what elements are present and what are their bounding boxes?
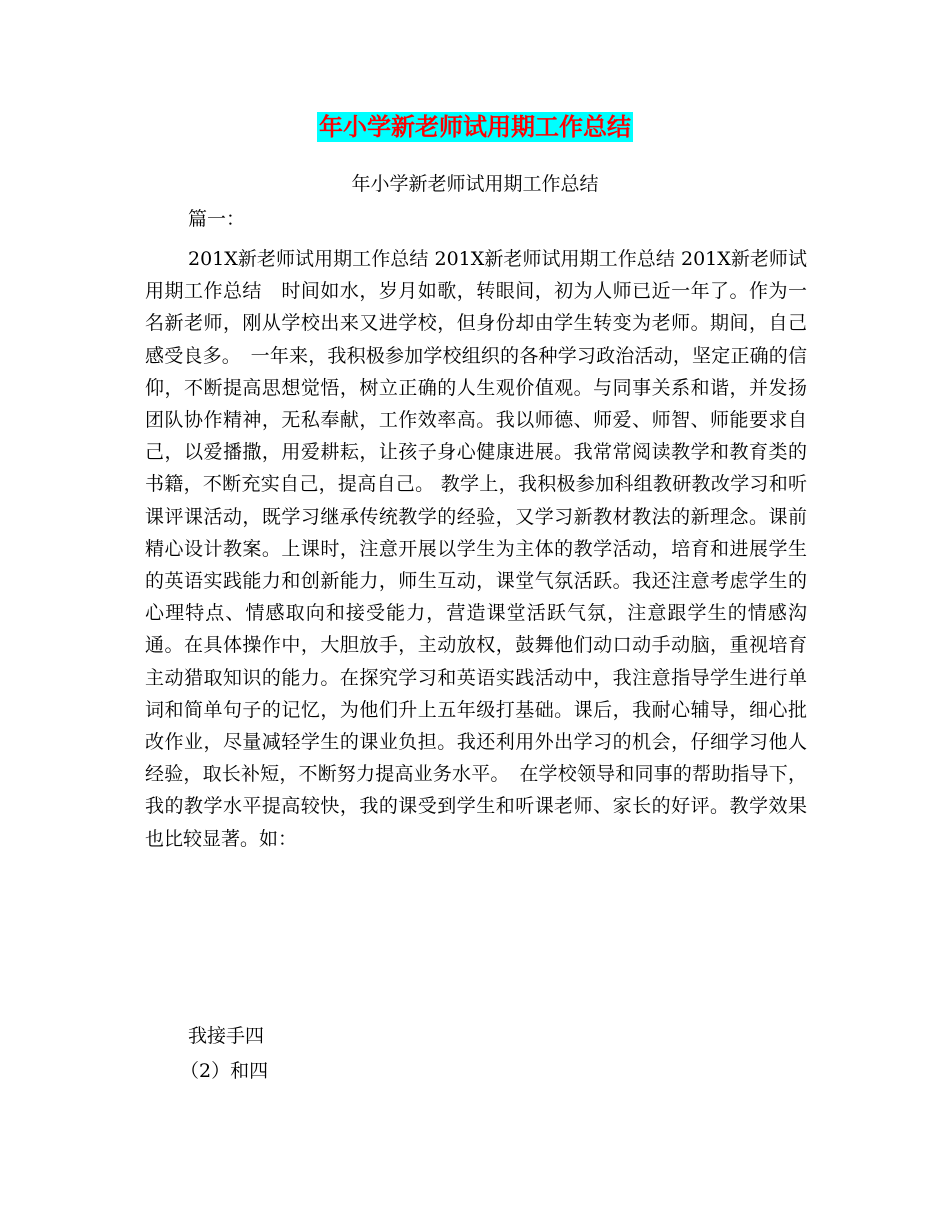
- body-line-2: （2）和四: [180, 1060, 269, 1082]
- body-paragraph: 201X新老师试用期工作总结 201X新老师试用期工作总结 201X新老师试用期工作总结 时间如水，岁月如歌，转眼间，初为人师已近一年了。作为一名新老师，刚从学校出来又进学校，但身份却由学生转变为老师。期间，自己感受良多。 一年来，我积极参加学校组织的各种学习政治活动，坚定正确的信仰，不断提高思想觉悟，树立正确的人生观价值观。与同事关系和谐，并发扬团队协作精神，无私奉献，工作效率高。我以师德、师爱、师智、师能要求自己，以爱播撒，用爱耕耘，让孩子身心健康进展。我常常阅读教学和教育类的书籍，不断充实自己，提高自己。 教学上，我积极参加科组教研教改学习和听课评课活动，既学习继承传统教学的经验，又学习新教材教法的新理念。课前精心设计教案。上课时，注意开展以学生为主体的教学活动，培育和进展学生的英语实践能力和创新能力，师生互动，课堂气氛活跃。我还注意考虑学生的心理特点、情感取向和接受能力，营造课堂活跃气氛，注意跟学生的情感沟通。在具体操作中，大胆放手，主动放权，鼓舞他们动口动手动脑，重视培育主动猎取知识的能力。在探究学习和英语实践活动中，我注意指导学生进行单词和简单句子的记忆，为他们升上五年级打基础。课后，我耐心辅导，细心批改作业，尽量减轻学生的课业负担。我还利用外出学习的机会，仔细学习他人经验，取长补短，不断努力提高业务水平。 在学校领导和同事的帮助指导下，我的教学水平提高较快，我的课受到学生和听课老师、家长的好评。教学效果也比较显著。如：: [145, 248, 807, 850]
- heading-container: [0, 112, 950, 142]
- document-heading: 年小学新老师试用期工作总结: [319, 113, 631, 141]
- document-subtitle: 年小学新老师试用期工作总结: [351, 173, 599, 195]
- body-line-1: 我接手四: [188, 1025, 265, 1047]
- section-label: 篇一：: [188, 208, 246, 230]
